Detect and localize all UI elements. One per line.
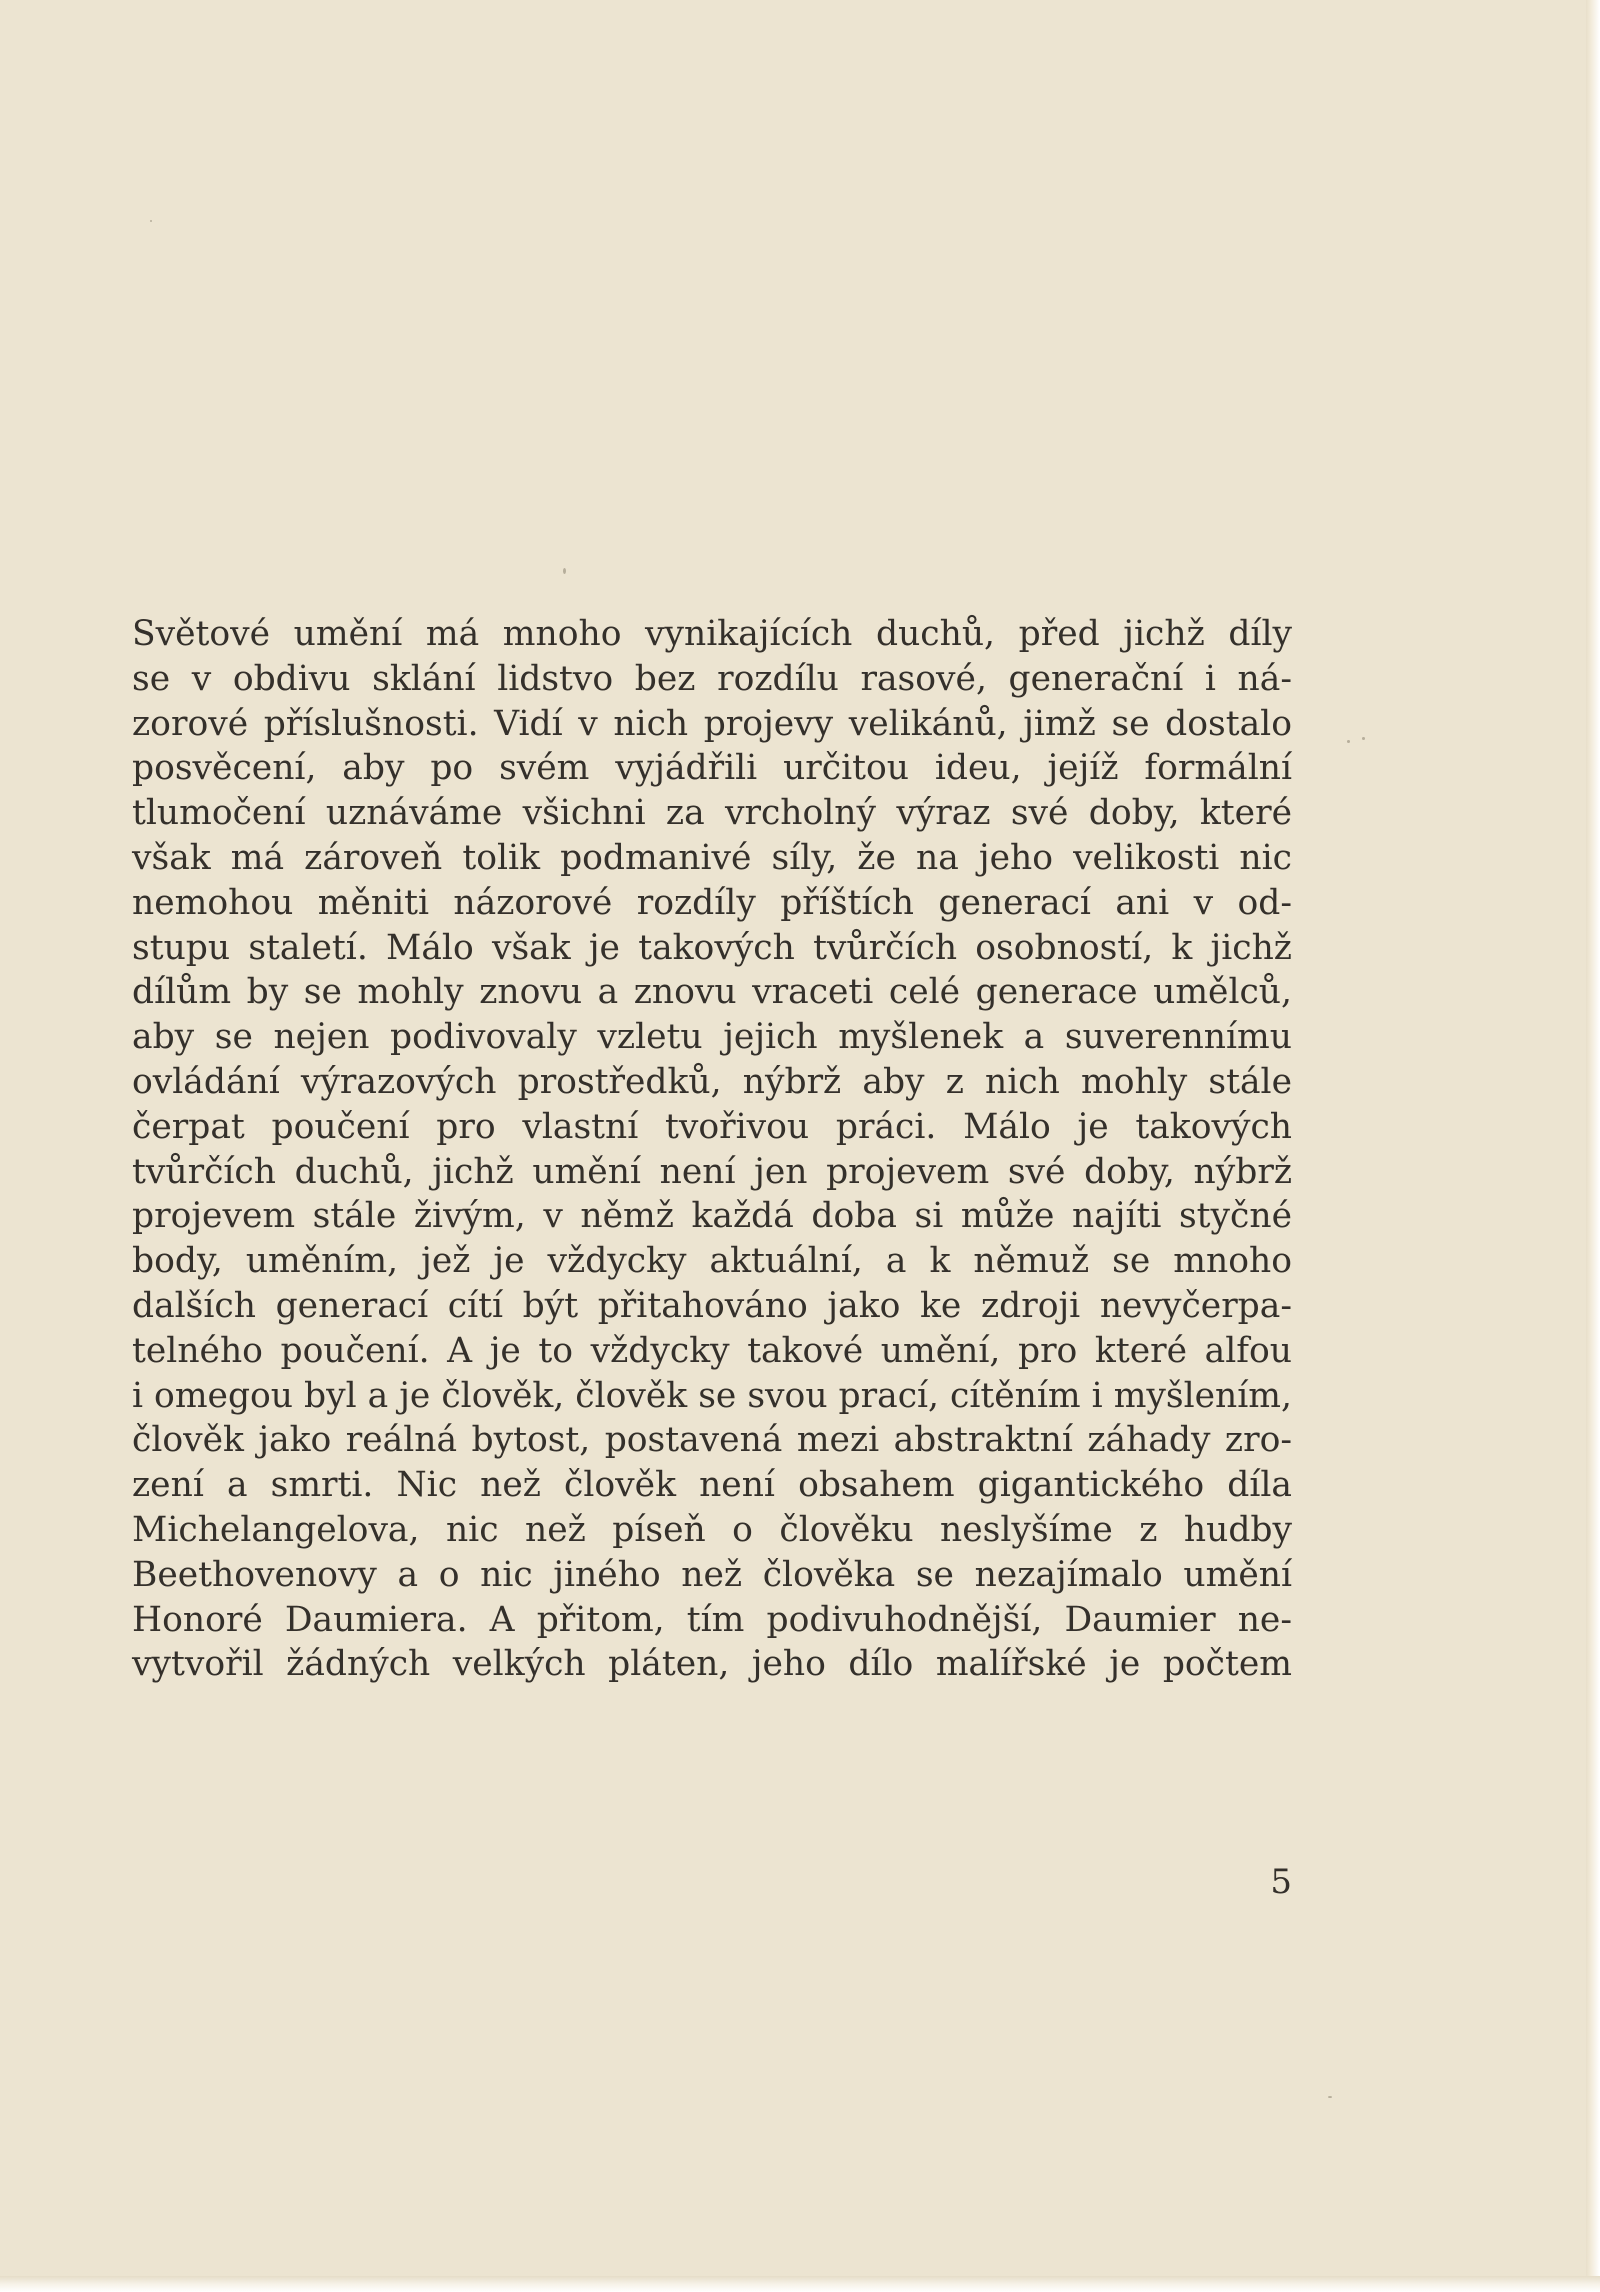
paper-speck xyxy=(563,568,566,574)
text-line: ovládání výrazových prostředků, nýbrž aby z nich mohly stále xyxy=(132,1061,1292,1102)
paper-speck xyxy=(150,220,152,222)
text-line: vytvořil žádných velkých pláten, jeho dílo malířské je počtem xyxy=(132,1644,1292,1685)
text-line: projevem stále živým, v němž každá doba si může najíti styčné xyxy=(132,1196,1292,1237)
text-line: tvůrčích duchů, jichž umění není jen projevem své doby, nýbrž xyxy=(132,1151,1292,1192)
text-line: Michelangelova, nic než píseň o člověku neslyšíme z hudby xyxy=(132,1509,1292,1550)
text-line: čerpat poučení pro vlastní tvořivou práci. Málo je takových xyxy=(132,1106,1292,1147)
text-line: dílům by se mohly znovu a znovu vraceti celé generace umělců, xyxy=(132,972,1292,1013)
text-line: Světové umění má mnoho vynikajících duchů, před jichž díly xyxy=(132,614,1292,654)
text-line: se v obdivu sklání lidstvo bez rozdílu rasové, generační i ná- xyxy=(132,658,1292,699)
page-edge-right xyxy=(1586,0,1600,2292)
text-line: tlumočení uznáváme všichni za vrcholný výraz své doby, které xyxy=(132,793,1292,834)
text-line: nemohou měniti názorové rozdíly příštích generací ani v od- xyxy=(132,882,1292,923)
paper-speck xyxy=(1347,740,1350,743)
text-line: však má zároveň tolik podmanivé síly, že na jeho velikosti nic xyxy=(132,837,1292,878)
text-line: stupu staletí. Málo však je takových tvůrčích osobností, k jichž xyxy=(132,927,1292,968)
text-line: dalších generací cítí být přitahováno jako ke zdroji nevyčerpa- xyxy=(132,1285,1292,1326)
text-line: aby se nejen podivovaly vzletu jejich myšlenek a suverennímu xyxy=(132,1017,1292,1058)
text-line: Beethovenovy a o nic jiného než člověka se nezajímalo umění xyxy=(132,1554,1292,1595)
page-edge-bottom xyxy=(0,2276,1600,2292)
text-line: telného poučení. A je to vždycky takové umění, pro které alfou xyxy=(132,1330,1292,1371)
body-text xyxy=(132,612,1292,1687)
text-line: Honoré Daumiera. A přitom, tím podivuhodnější, Daumier ne- xyxy=(132,1599,1292,1640)
text-line: i omegou byl a je člověk, člověk se svou prací, cítěním i myšlením, xyxy=(132,1375,1292,1416)
page-number: 5 xyxy=(1270,1862,1292,1902)
text-line: posvěcení, aby po svém vyjádřili určitou ideu, jejíž formální xyxy=(132,748,1292,789)
paper-speck xyxy=(1328,2096,1332,2098)
text-line: zorové příslušnosti. Vidí v nich projevy velikánů, jimž se dostalo xyxy=(132,703,1292,744)
text-line: zení a smrti. Nic než člověk není obsahem gigantického díla xyxy=(132,1465,1292,1506)
text-line: body, uměním, jež je vždycky aktuální, a k němuž se mnoho xyxy=(132,1241,1292,1282)
paper-speck xyxy=(1362,737,1365,740)
text-line: člověk jako reálná bytost, postavená mezi abstraktní záhady zro- xyxy=(132,1420,1292,1461)
